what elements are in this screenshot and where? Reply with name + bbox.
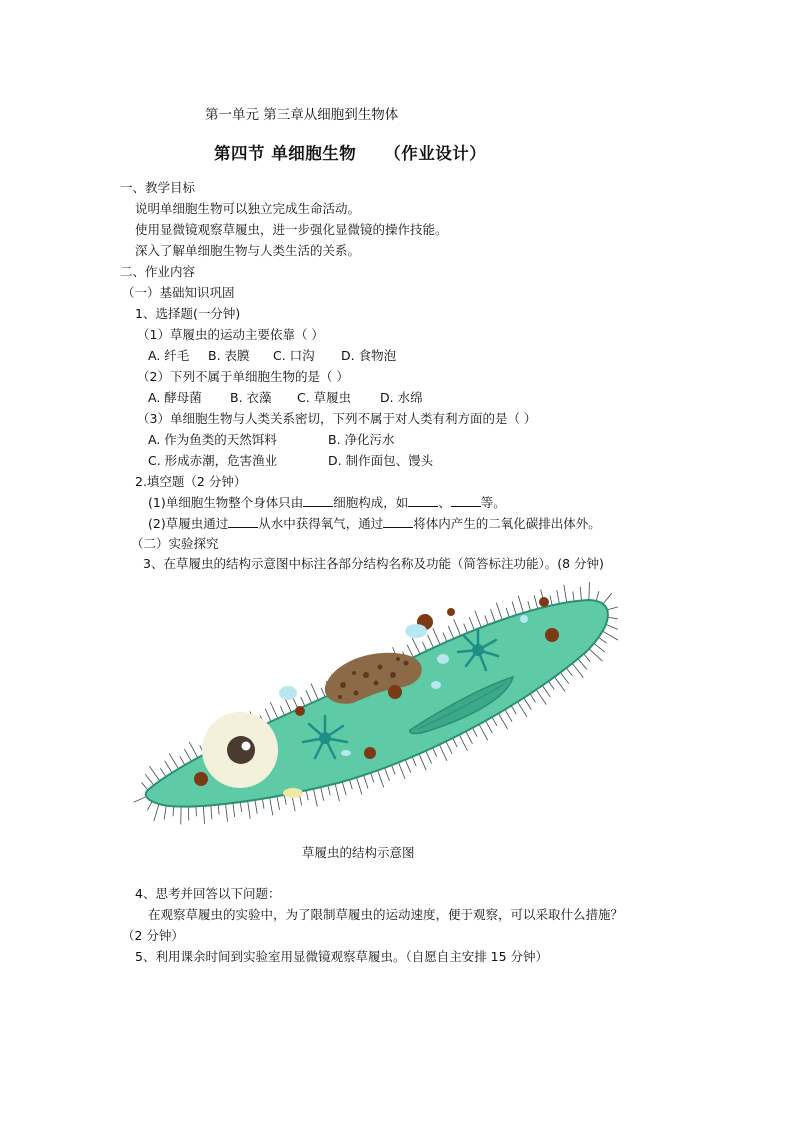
cilium [270, 798, 273, 816]
anal-pore [283, 788, 303, 798]
section-title-main: 第四节 单细胞生物 [214, 144, 357, 163]
cilium [492, 717, 497, 726]
cilium [189, 742, 198, 758]
question-3-options-row2 [148, 453, 433, 469]
question-3: （3）单细胞生物与人类关系密切，下列不属于对人类有利方面的是（ ） [137, 411, 537, 426]
question-2: （2）下列不属于单细胞生物的是（ ） [137, 369, 349, 384]
cilium [203, 806, 204, 824]
cilium [164, 806, 166, 820]
cilium [603, 593, 612, 604]
cilium [280, 706, 284, 715]
goal-item: 说明单细胞生物可以独立完成生命活动。 [135, 201, 361, 216]
option: C. 形成赤潮，危害渔业 [148, 453, 278, 468]
cilium [534, 595, 538, 609]
paramecium-figure [118, 575, 618, 835]
question-3-options-row1 [148, 432, 395, 448]
question-5: 5、利用课余时间到实验室用显微镜观察草履虫。（自愿自主安排 15 分钟） [135, 949, 549, 964]
cilium [211, 805, 212, 819]
fill-text: 从水中获得氧气，通过 [258, 516, 384, 531]
cilium [486, 721, 493, 733]
cilium [412, 757, 416, 766]
cilium [446, 741, 452, 754]
cilium [277, 796, 279, 810]
cilium [573, 591, 574, 601]
answer-blank[interactable] [383, 516, 413, 528]
cilium [473, 728, 478, 737]
cilium [580, 587, 581, 601]
cilium [357, 777, 362, 794]
cilium [321, 688, 325, 697]
cilium [479, 724, 488, 740]
fill-text: 将体内产生的二氧化碳排出体外。 [413, 516, 601, 531]
cilium [464, 624, 468, 633]
question-4-heading: 4、思考并回答以下问题： [135, 886, 281, 901]
cilium [505, 710, 512, 722]
cilium [405, 760, 410, 773]
option: C. 口沟 [273, 348, 315, 363]
cilium [506, 608, 509, 617]
cilium [349, 780, 352, 790]
fill-question-2 [148, 516, 601, 532]
cilium [173, 806, 174, 816]
cilium [240, 802, 241, 812]
cilium [248, 801, 251, 819]
goal-item: 深入了解单细胞生物与人类生活的关系。 [135, 243, 361, 258]
cilium [301, 697, 305, 706]
cilium [459, 735, 467, 751]
cilium [466, 731, 472, 743]
cilium [589, 582, 590, 600]
question-1: （1）草履虫的运动主要依靠（ ） [137, 327, 324, 342]
cilium [306, 690, 312, 703]
paramecium-diagram [118, 575, 618, 835]
option: D. 食物泡 [341, 348, 397, 363]
fill-text: 等。 [480, 495, 506, 510]
figure-caption: 草履虫的结构示意图 [302, 845, 415, 860]
cilium [498, 713, 507, 729]
section-title [214, 146, 486, 162]
goals-heading: 一、教学目标 [120, 180, 196, 195]
cilium [606, 624, 618, 629]
cilium [490, 609, 495, 622]
fill-heading: 2.填空题（2 分钟） [135, 474, 247, 489]
cilium [439, 745, 447, 761]
cilium [364, 775, 368, 788]
cilium [335, 784, 339, 801]
cilium [184, 749, 191, 761]
goal-item: 使用显微镜观察草履虫，进一步强化显微镜的操作技能。 [135, 222, 448, 237]
option: D. 制作面包、馒头 [328, 453, 434, 468]
cilium [342, 782, 346, 795]
cilium [285, 699, 291, 712]
cilium [412, 638, 420, 654]
question-1-options [148, 348, 396, 364]
cilium [321, 787, 324, 801]
answer-blank[interactable] [451, 495, 481, 507]
cilium [328, 785, 330, 795]
cilium [141, 782, 148, 790]
experiment-heading: （二）实验探究 [131, 536, 219, 551]
cilium [475, 611, 481, 628]
cilium [233, 803, 235, 817]
cilium [428, 635, 434, 648]
cilium [560, 672, 568, 683]
cilium [433, 748, 437, 757]
cilium [134, 797, 147, 803]
cilium [378, 770, 384, 787]
cilium [419, 754, 426, 771]
cilium [147, 801, 152, 810]
content-heading: 二、作业内容 [120, 264, 196, 279]
cilium [602, 631, 618, 640]
cilium [518, 596, 523, 613]
cilium [598, 637, 606, 643]
fill-text: 、 [438, 495, 451, 510]
cilium [578, 659, 587, 670]
fill-question-1 [148, 495, 506, 511]
unit-title: 第一单元 第三章从细胞到生物体 [205, 107, 399, 123]
section-title-sub: （作业设计） [384, 144, 487, 163]
cilium [433, 628, 440, 644]
option: B. 表膜 [208, 348, 250, 363]
fill-text: 细胞构成，如 [333, 495, 409, 510]
question-4-text: 在观察草履虫的实验中，为了限制草履虫的运动速度，便于观察，可以采取什么措施？ [148, 907, 624, 922]
cilium [262, 799, 264, 809]
cilium [485, 615, 488, 624]
answer-blank[interactable] [408, 495, 438, 507]
cilium [557, 590, 560, 604]
option: B. 衣藻 [230, 390, 272, 405]
cilium [165, 761, 172, 773]
cilium [422, 642, 426, 651]
cilium [145, 774, 154, 785]
cilium [589, 649, 602, 661]
cilium [608, 617, 618, 619]
basic-heading: （一）基础知识巩固 [122, 285, 235, 300]
cilium [448, 626, 454, 639]
cilium [550, 596, 552, 606]
cilium [226, 804, 228, 822]
cilium [530, 694, 535, 702]
choice-heading: 1、选择题(一分钟) [135, 306, 241, 321]
cilium [528, 601, 531, 611]
option: A. 作为鱼类的天然饵料 [148, 432, 277, 447]
cilium [554, 677, 565, 692]
fill-text: (1)单细胞生物整个身体只由 [148, 495, 304, 510]
option: A. 纤毛 [148, 348, 190, 363]
cilium [306, 790, 308, 800]
cilium [518, 702, 528, 717]
cilium [270, 702, 278, 718]
option: C. 草履虫 [297, 390, 352, 405]
question-2-options [148, 390, 423, 406]
cilium [443, 632, 447, 641]
cilium [160, 768, 166, 776]
cilium [169, 753, 178, 768]
cilium [542, 686, 550, 698]
answer-blank[interactable] [303, 495, 333, 507]
question-3-task: 3、在草履虫的结构示意图中标注各部分结构名称及功能（简答标注功能）。(8 分钟) [143, 556, 604, 571]
cilium [584, 654, 591, 662]
cilium [180, 756, 185, 765]
cilium [385, 768, 390, 781]
cilium [154, 804, 159, 821]
option: B. 净化污水 [328, 432, 395, 447]
cilium [572, 663, 583, 677]
cilium [512, 602, 516, 615]
fill-text: (2)草履虫通过 [148, 516, 229, 531]
gullet [202, 712, 278, 788]
answer-blank[interactable] [228, 516, 258, 528]
cilium [524, 698, 532, 710]
cilium [426, 751, 432, 764]
cilium [392, 765, 396, 774]
option: A. 酵母菌 [148, 390, 202, 405]
cilium [255, 800, 257, 814]
cilium [594, 643, 605, 652]
cilium [313, 789, 317, 807]
question-4-time: （2 分钟） [122, 928, 184, 943]
cilium [453, 738, 457, 747]
cilium [265, 709, 271, 722]
cilium [398, 762, 405, 779]
cilium [536, 690, 546, 705]
cilium [566, 668, 572, 676]
cilium [311, 683, 318, 699]
cilium [607, 605, 618, 610]
cilium [596, 591, 599, 601]
option: D. 水绵 [380, 390, 423, 405]
cilium [218, 805, 219, 815]
cilium [371, 773, 374, 782]
cilium [496, 603, 502, 620]
cilium [511, 706, 516, 715]
cilium [564, 585, 567, 603]
cilium [469, 617, 474, 630]
cilium [149, 766, 159, 781]
cilium [454, 619, 461, 636]
cilium [548, 681, 554, 689]
